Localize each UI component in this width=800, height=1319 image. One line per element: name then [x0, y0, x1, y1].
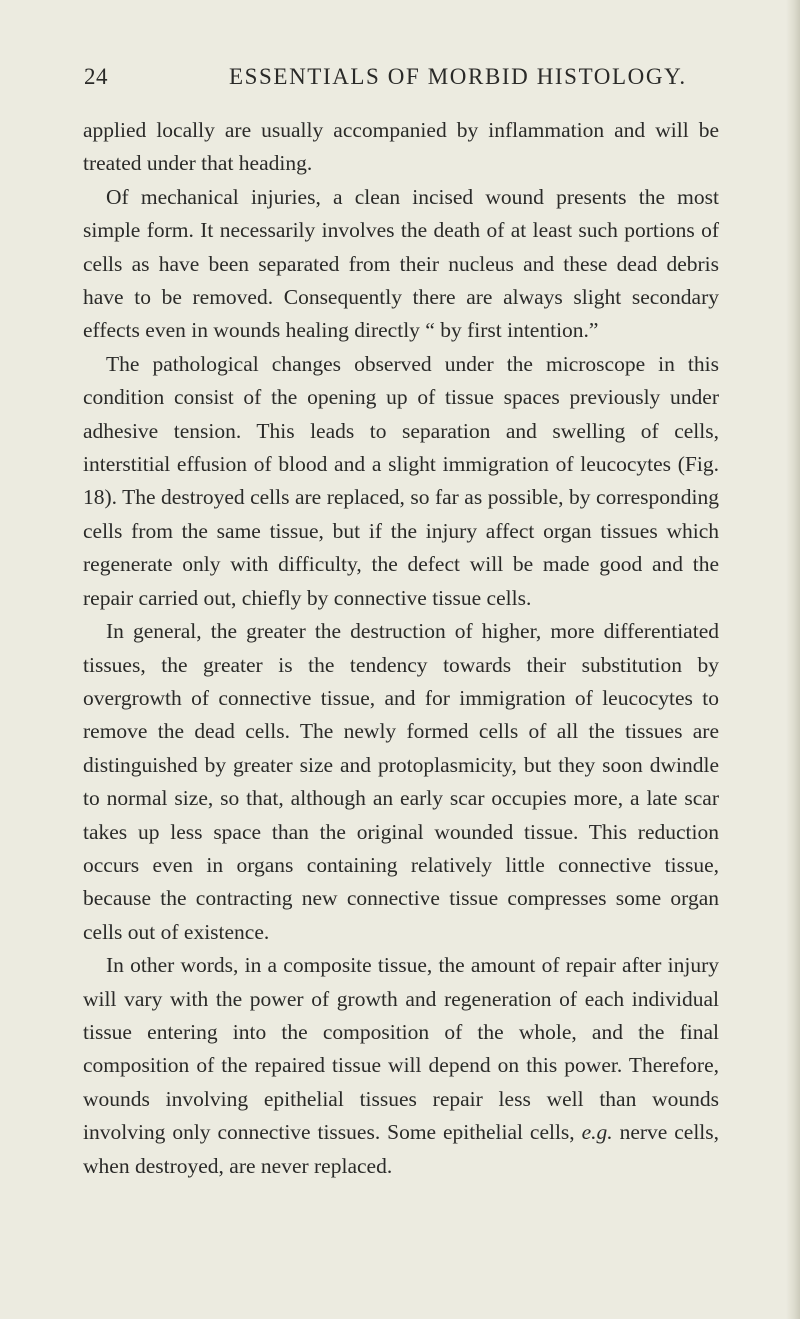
paragraph-1: applied locally are usually accompanied by inflammation and will be treated under that heading.: [83, 118, 719, 176]
paragraph-2: Of mechanical injuries, a clean incised wound presents the most simple form. It necessarily involves the death of at least such portions of cells as have been separated from their nucleus and these dead debris have to be removed. Consequently there are always slight secondary effects even in wounds healing directly “ by first intention.”: [83, 184, 719, 343]
body-text: [83, 114, 719, 1183]
eg-abbreviation: e.g.: [581, 1120, 613, 1145]
page-edge-shadow: [786, 0, 800, 1319]
page-header: [84, 64, 717, 98]
paragraph-4: In general, the greater the destruction of higher, more differentiated tissues, the greater is the tendency towards their substitution by overgrowth of connective tissue, and for immigration of leucocytes to remove the dead cells. The newly formed cells of all the tissues are distinguished by greater size and protoplasmicity, but they soon dwindle to normal size, so that, although an early scar occupies more, a late scar takes up less space than the original wounded tissue. This reduction occurs even in organs containing relatively little connective tissue, because the contracting new connective tissue compresses some organ cells out of existence.: [83, 619, 719, 944]
running-title: ESSENTIALS OF MORBID HISTOLOGY.: [229, 64, 687, 89]
paragraph-5: [83, 949, 719, 1183]
paragraph-3: The pathological changes observed under the microscope in this condition consist of the opening up of tissue spaces previously under adhesive tension. This leads to separation and swelling of cells, interstitial effusion of blood and a slight immigration of leucocytes (Fig. 18). The destroyed cells are replaced, so far as possible, by corresponding cells from the same tissue, but if the injury affect organ tissues which regenerate only with difficulty, the defect will be made good and the repair carried out, chiefly by connective tissue cells.: [83, 351, 719, 610]
paragraph-5-text: In other words, in a composite tissue, the amount of repair after injury will vary with the power of growth and regeneration of each individual tissue entering into the composition of the whole, and the final composition of the repaired tissue will depend on this power. Therefore, wounds involving epithelial tissues repair less well than wounds involving only connective tissues. Some epithelial cells,: [83, 953, 719, 1145]
paragraph-5-end: nerve cells, when destroyed, are never replaced.: [83, 1120, 720, 1178]
page-number: 24: [84, 64, 108, 89]
